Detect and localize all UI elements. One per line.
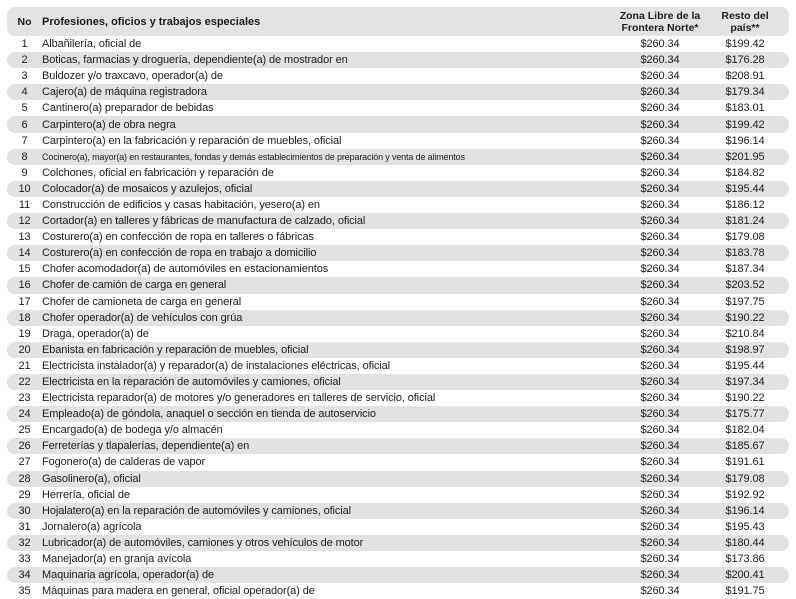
row-profession: Colocador(a) de mosaicos y azulejos, oficial [42,182,253,195]
row-profession: Electricista instalador(a) y reparador(a) de instalaciones eléctricas, oficial [42,359,391,372]
row-number: 14 [18,247,31,260]
row-resto-value: $208.91 [725,70,765,83]
header-zona-libre: Zona Libre de la Frontera Norte* [619,9,701,34]
row-resto-value: $180.44 [725,536,765,549]
row-profession: Fogonero(a) de calderas de vapor [42,456,206,469]
row-profession: Herrería, oficial de [42,488,130,501]
row-profession: Draga, operador(a) de [42,327,149,340]
row-number: 33 [18,553,31,566]
row-number: 27 [18,456,31,469]
table-row [7,294,789,310]
row-number: 10 [18,182,31,195]
table-row [7,374,789,390]
table-row [7,68,789,84]
minimum-wage-table [7,7,789,599]
row-resto-value: $195.43 [725,520,765,533]
row-zona-value: $260.34 [640,488,680,501]
table-row [7,406,789,422]
row-profession: Ferreterías y tlapalerías, dependiente(a) en [42,440,250,453]
row-zona-value: $260.34 [640,408,680,421]
row-number: 22 [18,376,31,389]
row-resto-value: $179.08 [725,231,765,244]
row-profession: Costurero(a) en confección de ropa en trabajo a domicilio [42,247,317,260]
row-resto-value: $200.41 [725,569,765,582]
row-zona-value: $260.34 [640,311,680,324]
row-zona-value: $260.34 [640,150,680,163]
table-row [7,133,789,149]
row-number: 13 [18,231,31,244]
row-number: 34 [18,569,31,582]
row-resto-value: $176.28 [725,54,765,67]
row-resto-value: $199.42 [725,118,765,131]
table-row [7,165,789,181]
row-profession: Maquinaria agrícola, operador(a) de [42,569,214,582]
row-number: 19 [18,327,31,340]
row-zona-value: $260.34 [640,536,680,549]
row-profession: Chofer operador(a) de vehículos con grúa [42,311,243,324]
table-row [7,583,789,599]
row-zona-value: $260.34 [640,343,680,356]
row-zona-value: $260.34 [640,102,680,115]
row-profession: Manejador(a) en granja avícola [42,553,192,566]
row-profession: Hojalatero(a) en la reparación de automóviles y camiones, oficial [42,504,351,517]
row-resto-value: $179.34 [725,86,765,99]
row-zona-value: $260.34 [640,86,680,99]
table-row [7,422,789,438]
row-zona-value: $260.34 [640,166,680,179]
row-resto-value: $191.75 [725,585,765,598]
row-number: 30 [18,504,31,517]
row-profession: Cocinero(a), mayor(a) en restaurantes, fondas y demás establecimientos de preparación y venta de alimentos [42,151,465,162]
row-number: 20 [18,343,31,356]
table-row [7,245,789,261]
row-profession: Chofer acomodador(a) de automóviles en estacionamientos [42,263,329,276]
row-resto-value: $183.01 [725,102,765,115]
table-row [7,213,789,229]
row-zona-value: $260.34 [640,134,680,147]
table-row [7,310,789,326]
row-profession: Boticas, farmacias y droguería, dependiente(a) de mostrador en [42,54,348,67]
row-zona-value: $260.34 [640,247,680,260]
table-row [7,149,789,165]
row-resto-value: $183.78 [725,247,765,260]
row-zona-value: $260.34 [640,182,680,195]
header-resto-pais: Resto del país** [721,9,769,34]
row-resto-value: $199.42 [725,38,765,51]
row-number: 28 [18,472,31,485]
row-resto-value: $191.61 [725,456,765,469]
row-number: 32 [18,536,31,549]
table-body [7,36,789,599]
row-zona-value: $260.34 [640,376,680,389]
table-row [7,454,789,470]
table-row [7,326,789,342]
table-row [7,52,789,68]
row-number: 2 [21,54,28,67]
row-resto-value: $196.14 [725,134,765,147]
row-profession: Gasolinero(a), oficial [42,472,141,485]
table-row [7,487,789,503]
row-resto-value: $186.12 [725,198,765,211]
table-row [7,100,789,116]
row-resto-value: $190.22 [725,392,765,405]
header-no: No [17,15,32,28]
row-zona-value: $260.34 [640,38,680,51]
table-row [7,277,789,293]
row-resto-value: $201.95 [725,150,765,163]
row-resto-value: $197.75 [725,295,765,308]
row-profession: Costurero(a) en confección de ropa en talleres o fábricas [42,231,314,244]
table-row [7,551,789,567]
row-resto-value: $187.34 [725,263,765,276]
row-profession: Empleado(a) de góndola, anaquel o sección en tienda de autoservicio [42,408,376,421]
table-row [7,36,789,52]
row-resto-value: $173.86 [725,553,765,566]
row-number: 26 [18,440,31,453]
table-row [7,116,789,132]
row-profession: Máquinas para madera en general, oficial operador(a) de [42,585,315,598]
table-row [7,390,789,406]
row-resto-value: $195.44 [725,182,765,195]
row-resto-value: $182.04 [725,424,765,437]
row-number: 15 [18,263,31,276]
table-row [7,358,789,374]
row-resto-value: $196.14 [725,504,765,517]
row-number: 29 [18,488,31,501]
row-resto-value: $184.82 [725,166,765,179]
row-number: 24 [18,408,31,421]
row-zona-value: $260.34 [640,215,680,228]
row-profession: Buldozer y/o traxcavo, operador(a) de [42,70,223,83]
row-resto-value: $179.08 [725,472,765,485]
table-row [7,181,789,197]
row-number: 12 [18,215,31,228]
row-zona-value: $260.34 [640,231,680,244]
row-number: 1 [21,38,28,51]
row-number: 11 [18,198,31,211]
row-profession: Cajero(a) de máquina registradora [42,86,207,99]
row-zona-value: $260.34 [640,504,680,517]
table-row [7,471,789,487]
row-number: 35 [18,585,31,598]
header-professions: Profesiones, oficios y trabajos especiales [42,15,261,28]
table-row [7,84,789,100]
row-profession: Jornalero(a) agrícola [42,520,142,533]
row-profession: Electricista en la reparación de automóviles y camiones, oficial [42,376,341,389]
row-profession: Construcción de edificios y casas habitación, yesero(a) en [42,198,320,211]
row-zona-value: $260.34 [640,70,680,83]
row-zona-value: $260.34 [640,440,680,453]
row-profession: Ebanista en fabricación y reparación de muebles, oficial [42,343,309,356]
row-zona-value: $260.34 [640,553,680,566]
row-resto-value: $190.22 [725,311,765,324]
row-zona-value: $260.34 [640,472,680,485]
row-profession: Albañilería, oficial de [42,38,142,51]
row-number: 18 [18,311,31,324]
row-number: 31 [18,520,31,533]
row-profession: Cortador(a) en talleres y fábricas de manufactura de calzado, oficial [42,215,366,228]
row-zona-value: $260.34 [640,54,680,67]
row-number: 6 [21,118,28,131]
row-zona-value: $260.34 [640,118,680,131]
table-row [7,519,789,535]
row-zona-value: $260.34 [640,263,680,276]
row-zona-value: $260.34 [640,359,680,372]
row-zona-value: $260.34 [640,327,680,340]
table-row [7,342,789,358]
row-resto-value: $210.84 [725,327,765,340]
row-resto-value: $197.34 [725,376,765,389]
row-profession: Carpintero(a) en la fabricación y reparación de muebles, oficial [42,134,342,147]
row-profession: Chofer de camión de carga en general [42,279,227,292]
row-number: 5 [21,102,28,115]
row-zona-value: $260.34 [640,569,680,582]
row-profession: Cantinero(a) preparador de bebidas [42,102,214,115]
row-resto-value: $185.67 [725,440,765,453]
row-profession: Lubricador(a) de automóviles, camiones y otros vehículos de motor [42,536,364,549]
row-resto-value: $195.44 [725,359,765,372]
row-number: 4 [21,86,28,99]
row-zona-value: $260.34 [640,456,680,469]
row-zona-value: $260.34 [640,392,680,405]
row-number: 9 [21,166,28,179]
row-number: 8 [21,150,28,163]
row-resto-value: $175.77 [725,408,765,421]
row-number: 17 [18,295,31,308]
row-resto-value: $203.52 [725,279,765,292]
row-number: 3 [21,70,28,83]
row-zona-value: $260.34 [640,585,680,598]
row-profession: Encargado(a) de bodega y/o almacén [42,424,223,437]
table-row [7,197,789,213]
row-resto-value: $181.24 [725,215,765,228]
row-profession: Carpintero(a) de obra negra [42,118,176,131]
table-header-row [7,7,789,36]
row-profession: Colchones, oficial en fabricación y reparación de [42,166,274,179]
table-row [7,438,789,454]
row-number: 7 [21,134,28,147]
row-zona-value: $260.34 [640,424,680,437]
row-profession: Electricista reparador(a) de motores y/o generadores en talleres de servicio, oficial [42,392,436,405]
table-row [7,229,789,245]
table-row [7,503,789,519]
row-number: 23 [18,392,31,405]
row-zona-value: $260.34 [640,198,680,211]
row-profession: Chofer de camioneta de carga en general [42,295,242,308]
row-zona-value: $260.34 [640,295,680,308]
row-zona-value: $260.34 [640,520,680,533]
row-number: 16 [18,279,31,292]
row-zona-value: $260.34 [640,279,680,292]
table-row [7,261,789,277]
table-row [7,567,789,583]
table-row [7,535,789,551]
row-resto-value: $198.97 [725,343,765,356]
row-number: 25 [18,424,31,437]
row-number: 21 [18,359,31,372]
row-resto-value: $192.92 [725,488,765,501]
